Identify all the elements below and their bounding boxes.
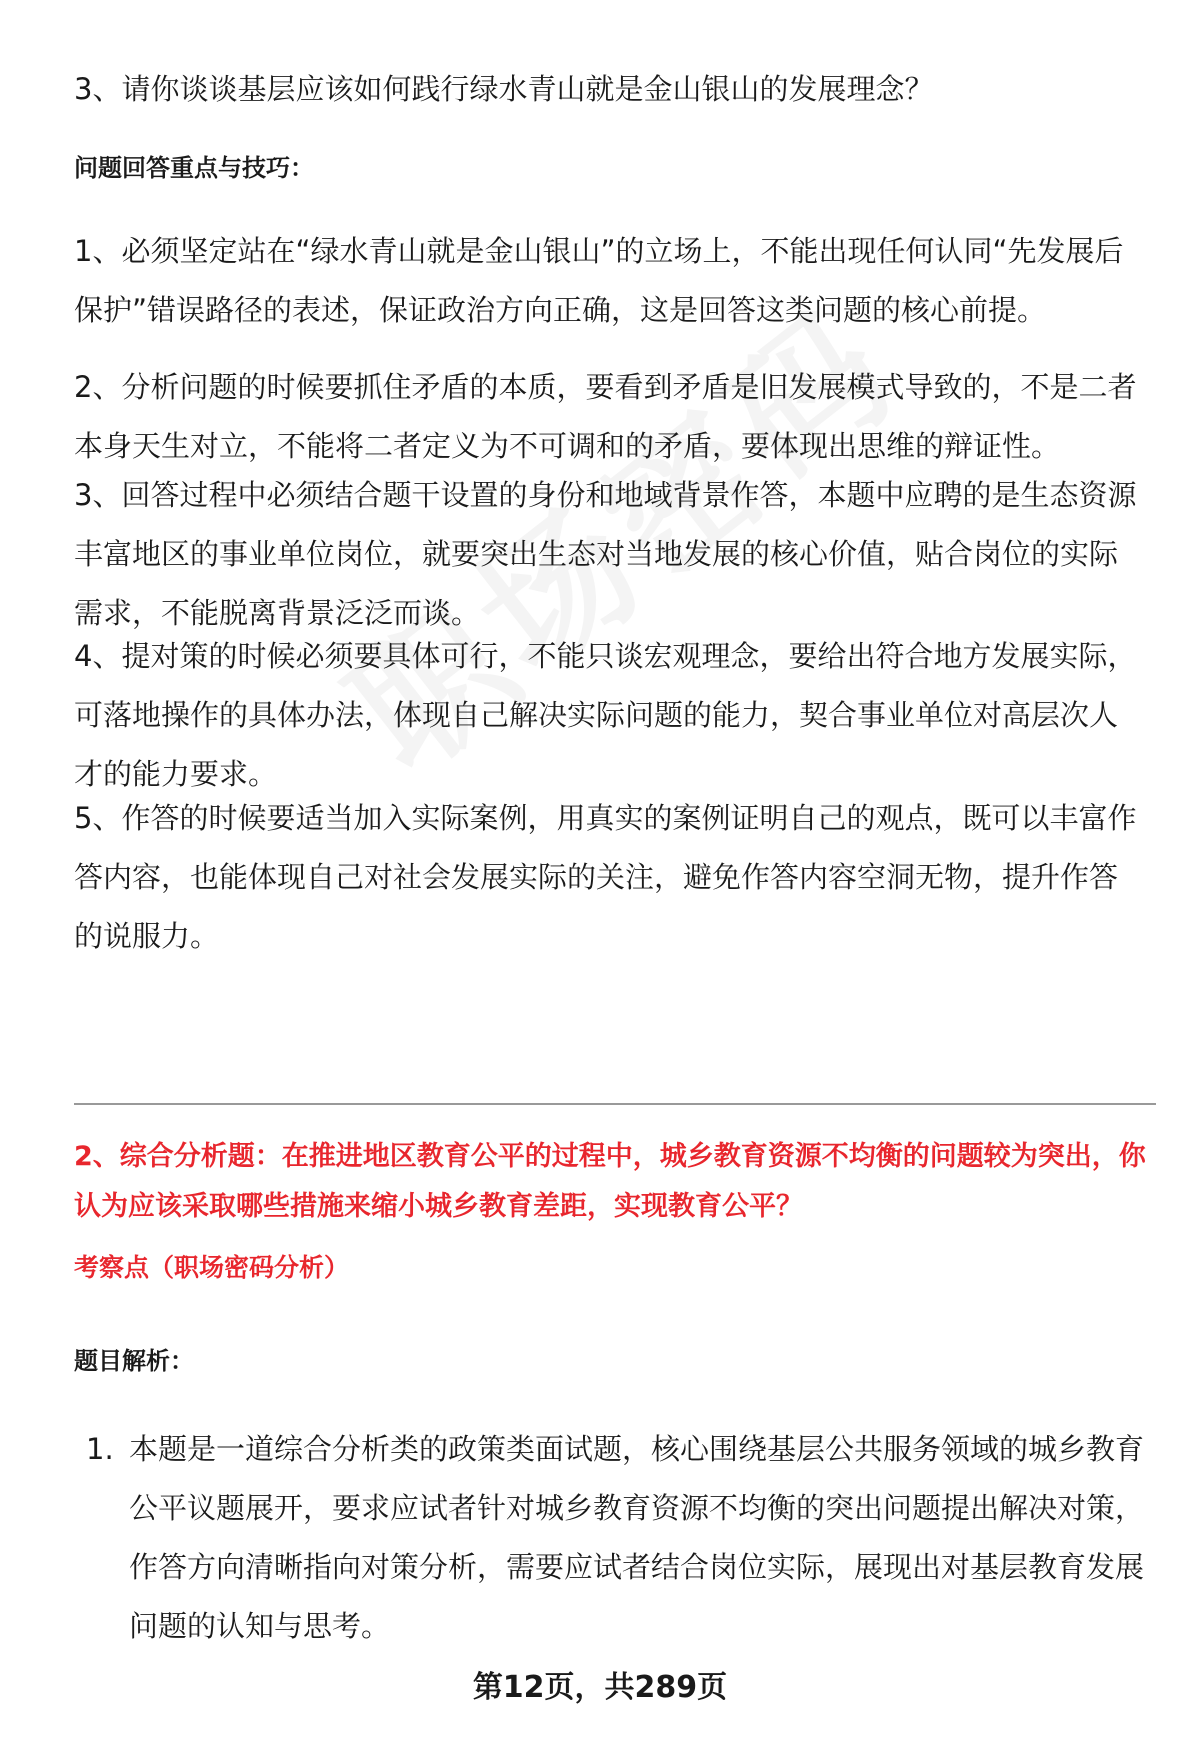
page-footer: 第12页，共289页 <box>472 1670 728 1705</box>
analysis-heading: 题目解析： <box>74 1347 194 1375</box>
list-item <box>74 1420 1146 1656</box>
top-question: 3、请你谈谈基层应该如何践行绿水青山就是金山银山的发展理念？ <box>74 72 934 106</box>
question-2-title: 2、综合分析题：在推进地区教育公平的过程中，城乡教育资源不均衡的问题较为突出，你认为应该采取哪些措施来缩小城乡教育差距，实现教育公平？ <box>74 1141 1146 1222</box>
analysis-list <box>74 1420 1146 1656</box>
tips-heading: 问题回答重点与技巧： <box>74 154 314 182</box>
tip-item: 4、提对策的时候必须要具体可行，不能只谈宏观理念，要给出符合地方发展实际，可落地操作的具体办法，体现自己解决实际问题的能力，契合事业单位对高层次人才的能力要求。 <box>74 639 1137 791</box>
tip-item: 5、作答的时候要适当加入实际案例，用真实的案例证明自己的观点，既可以丰富作答内容，也能体现自己对社会发展实际的关注，避免作答内容空洞无物，提升作答的说服力。 <box>74 801 1137 953</box>
list-item-number: 1. <box>86 1432 114 1466</box>
exam-point-heading: 考察点（职场密码分析） <box>74 1253 350 1282</box>
tip-item: 2、分析问题的时候要抓住矛盾的本质，要看到矛盾是旧发展模式导致的，不是二者本身天生对立，不能将二者定义为不可调和的矛盾，要体现出思维的辩证性。 <box>74 370 1137 463</box>
section-divider <box>74 1103 1156 1105</box>
tip-item: 1、必须坚定站在“绿水青山就是金山银山”的立场上，不能出现任何认同“先发展后保护”错误路径的表述，保证政治方向正确，这是回答这类问题的核心前提。 <box>74 234 1124 327</box>
list-item-text: 本题是一道综合分析类的政策类面试题，核心围绕基层公共服务领域的城乡教育公平议题展开，要求应试者针对城乡教育资源不均衡的突出问题提出解决对策，作答方向清晰指向对策分析，需要应试者结合岗位实际，展现出对基层教育发展问题的认知与思考。 <box>129 1432 1145 1643</box>
tip-item: 3、回答过程中必须结合题干设置的身份和地域背景作答，本题中应聘的是生态资源丰富地区的事业单位岗位，就要突出生态对当地发展的核心价值，贴合岗位的实际需求，不能脱离背景泛泛而谈。 <box>74 478 1137 630</box>
